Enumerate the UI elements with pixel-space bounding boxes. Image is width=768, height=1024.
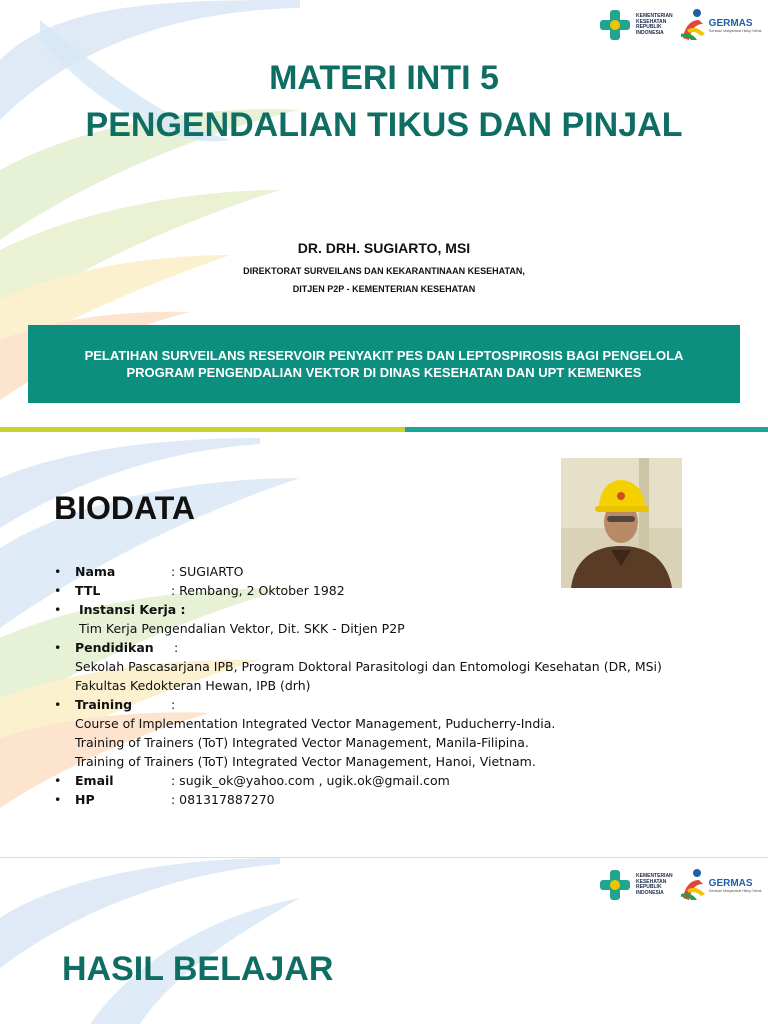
kemenkes-emblem-icon (598, 868, 632, 902)
hp-label: HP (75, 792, 95, 807)
kemenkes-emblem-icon (598, 8, 632, 42)
list-item-training-3 (54, 752, 754, 771)
germas-figure-icon (679, 868, 707, 902)
list-item-ttl (54, 581, 754, 600)
training-hanoi: Training of Trainers (ToT) Integrated Vector Management, Hanoi, Vietnam. (75, 754, 536, 769)
bullet: • (54, 564, 62, 579)
banner-line-2: PROGRAM PENGENDALIAN VEKTOR DI DINAS KESEHATAN DAN UPT KEMENKES (126, 365, 642, 380)
list-item-pendidikan (54, 638, 754, 657)
kemenkes-wordmark: KEMENTERIAN KESEHATAN REPUBLIK INDONESIA (636, 13, 673, 36)
germas-wordmark: GERMAS (708, 17, 753, 29)
training-manila: Training of Trainers (ToT) Integrated Vector Management, Manila-Filipina. (75, 735, 529, 750)
pendidikan-colon: : (174, 640, 179, 655)
pendidikan-label: Pendidikan (75, 640, 154, 655)
germas-logo (679, 8, 762, 42)
germas-logo (679, 868, 762, 902)
biodata-title: BIODATA (54, 490, 196, 526)
hasil-belajar-title: HASIL BELAJAR (62, 950, 334, 988)
logo-group (598, 8, 761, 42)
ttl-value: : Rembang, 2 Oktober 1982 (171, 583, 345, 598)
list-item-pendidikan-2 (54, 676, 754, 695)
list-item-training (54, 695, 754, 714)
ttl-label: TTL (75, 583, 101, 598)
list-item-email (54, 771, 754, 790)
instansi-value: Tim Kerja Pengendalian Vektor, Dit. SKK - Ditjen P2P (79, 621, 405, 636)
affiliation-line-2: DITJEN P2P - KEMENTERIAN KESEHATAN (292, 284, 476, 294)
list-item-instansi-value (54, 619, 754, 638)
germas-tagline: Gerakan Masyarakat Hidup Sehat (708, 888, 762, 893)
pendidikan-drh: Fakultas Kedokteran Hewan, IPB (drh) (75, 678, 311, 693)
slide-separator (0, 427, 768, 432)
bullet: • (54, 583, 62, 598)
nama-label: Nama (75, 564, 116, 579)
list-item-hp (54, 790, 754, 809)
learning-outcomes-slide (0, 858, 768, 1024)
hp-value: : 081317887270 (171, 792, 275, 807)
kemenkes-logo (598, 8, 673, 42)
kemenkes-logo (598, 868, 673, 902)
bullet: • (54, 792, 62, 807)
bullet: • (54, 640, 62, 655)
training-colon: : (171, 697, 176, 712)
affiliation-line-1: DIREKTORAT SURVEILANS DAN KEKARANTINAAN KESEHATAN, (243, 266, 525, 276)
author-name: DR. DRH. SUGIARTO, MSI (297, 240, 471, 256)
training-banner (28, 325, 740, 403)
bullet: • (54, 602, 62, 617)
list-item-training-2 (54, 733, 754, 752)
separator-green-segment (0, 427, 405, 432)
nama-value: : SUGIARTO (171, 564, 244, 579)
bullet: • (54, 697, 62, 712)
germas-figure-icon (679, 8, 707, 42)
instansi-label: Instansi Kerja : (79, 602, 186, 617)
biodata-list (54, 562, 754, 809)
email-label: Email (75, 773, 114, 788)
email-value: : sugik_ok@yahoo.com , ugik.ok@gmail.com (171, 773, 450, 788)
training-label: Training (75, 697, 133, 712)
training-puducherry: Course of Implementation Integrated Vector Management, Puducherry-India. (75, 716, 556, 731)
title-slide (0, 0, 768, 432)
germas-tagline: Gerakan Masyarakat Hidup Sehat (708, 28, 762, 33)
kemenkes-wordmark: KEMENTERIAN KESEHATAN REPUBLIK INDONESIA (636, 873, 673, 896)
bullet: • (54, 773, 62, 788)
list-item-instansi (54, 600, 754, 619)
list-item-pendidikan-1 (54, 657, 754, 676)
logo-group (598, 868, 761, 902)
list-item-nama (54, 562, 754, 581)
pendidikan-doktoral: Sekolah Pascasarjana IPB, Program Doktoral Parasitologi dan Entomologi Kesehatan (DR, MSi) (75, 659, 662, 674)
slide-title-line-2: PENGENDALIAN TIKUS DAN PINJAL (85, 106, 683, 144)
slide-title-line-1: MATERI INTI 5 (269, 59, 499, 97)
biodata-slide (0, 438, 768, 858)
list-item-training-1 (54, 714, 754, 733)
germas-wordmark: GERMAS (708, 877, 753, 889)
banner-line-1: PELATIHAN SURVEILANS RESERVOIR PENYAKIT PES DAN LEPTOSPIROSIS BAGI PENGELOLA (84, 348, 684, 363)
separator-teal-segment (405, 427, 768, 432)
